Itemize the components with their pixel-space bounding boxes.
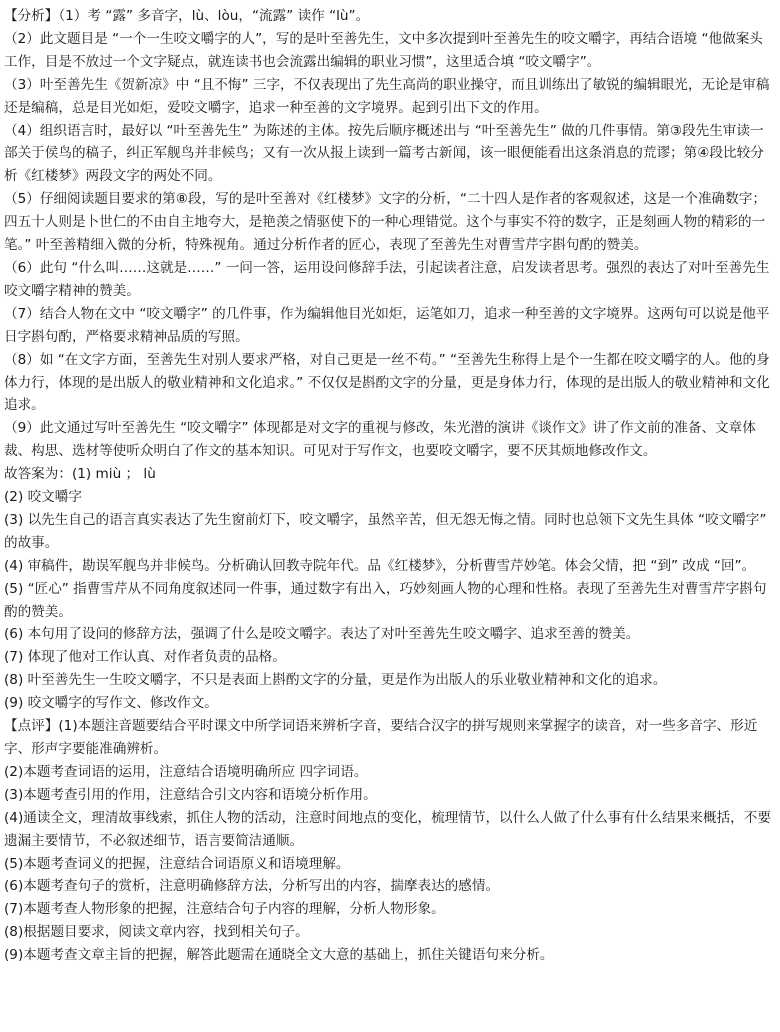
comment-item-5: (5)本题考查词义的把握，注意结合词语原义和语境理解。 bbox=[4, 855, 350, 872]
analysis-item-5: （5）仔细阅读题目要求的第⑧段，写的是叶至善对《红楼梦》文字的分析，“二十四人是作者的客观叙述，这是一个准确数字；四五十人则是卜世仁的不由自主地夸大，是艳羡之情驱使下的一种心理错觉。这个与事实不符的数字，正是刻画人物的精彩的一笔。” 叶至善精细入微的分析，特殊视角。通过分析作者的匠心，表现了至善先生对曹雪芹字斟句酌的赞美。 bbox=[4, 191, 766, 254]
analysis-item-3: （3）叶至善先生《贺新凉》中 “且不悔” 三字，不仅表现出了先生高尚的职业操守，而且训练出了敏锐的编辑眼光，无论是审稿还是编稿，总是目光如炬，爱咬文嚼字，追求一种至善的文字境界。起到引出下文的作用。 bbox=[4, 76, 770, 116]
answer-item-4: (4) 审稿件，勘误军舰鸟并非候鸟。分析确认回教寺院年代。品《红楼梦》，分析曹雪芹妙笔。体会父情，把 “到” 改成 “回”。 bbox=[4, 557, 756, 574]
comment-item-4: (4)通读全文，理清故事线索，抓住人物的活动，注意时间地点的变化，梳理情节，以什么人做了什么事有什么结果来概括，不要遗漏主要情节，不必叙述细节，语言要简洁通顺。 bbox=[4, 809, 771, 849]
analysis-item-9: （9）此文通过写叶至善先生 “咬文嚼字” 体现都是对文字的重视与修改，朱光潜的演讲《谈作文》讲了作文前的准备、文章体裁、构思、选材等使听众明白了作文的基本知识。可见对于写作文，也要咬文嚼字，要不厌其烦地修改作文。 bbox=[4, 420, 756, 460]
analysis-item-2: （2）此文题目是 “一个一生咬文嚼字的人”，写的是叶至善先生，文中多次提到叶至善先生的咬文嚼字，再结合语境 “他做案头工作，目是不放过一个文字疑点，就连读书也会流露出编辑的职业习惯”，这里适合填 “咬文嚼字”。 bbox=[4, 30, 763, 70]
comment-item-8: (8)根据题目要求，阅读文章内容，找到相关句子。 bbox=[4, 924, 309, 941]
answer-item-6: (6) 本句用了设问的修辞方法，强调了什么是咬文嚼字。表达了对叶至善先生咬文嚼字、追求至善的赞美。 bbox=[4, 626, 640, 643]
answer-header: 故答案为：(1) miù ； lù bbox=[4, 466, 156, 483]
analysis-section bbox=[4, 5, 774, 463]
comment-item-9: (9)本题考查文章主旨的把握，解答此题需在通晓全文大意的基础上，抓住关键语句来分析。 bbox=[4, 947, 554, 964]
answer-item-3: (3) 以先生自己的语言真实表达了先生窗前灯下，咬文嚼字，虽然辛苦，但无怨无悔之情。同时也总领下文先生具体 “咬文嚼字” 的故事。 bbox=[4, 511, 771, 551]
analysis-item-6: （6）此句 “什么叫……这就是……” 一问一答，运用设问修辞手法，引起读者注意，启发读者思考。强烈的表达了对叶至善先生咬文嚼字精神的赞美。 bbox=[4, 259, 770, 299]
answer-item-2: (2) 咬文嚼字 bbox=[4, 489, 82, 506]
comment-item-7: (7)本题考查人物形象的把握，注意结合句子内容的理解，分析人物形象。 bbox=[4, 901, 445, 918]
analysis-item-8: （8）如 “在文字方面，至善先生对别人要求严格，对自己更是一丝不苟。” “至善先生称得上是个一生都在咬文嚼字的人。他的身体力行，体现的是出版人的敬业精神和文化追求。” 不仅仅是斟酌文字的分量，更是身体力行，体现的是出版人的敬业精神和文化追求。 bbox=[4, 351, 770, 414]
answer-item-5: (5) “匠心” 指曹雪芹从不同角度叙述同一件事，通过数字有出入，巧妙刻画人物的心理和性格。表现了至善先生对曹雪芹字斟句酌的赞美。 bbox=[4, 580, 767, 620]
analysis-item-7: （7）结合人物在文中 “咬文嚼字” 的几件事，作为编辑他目光如炬，运笔如刀，追求一种至善的文字境界。这两句可以说是他平日字斟句酌，严格要求精神品质的写照。 bbox=[4, 305, 770, 345]
comment-item-6: (6)本题考查句子的赏析，注意明确修辞方法，分析写出的内容，揣摩表达的感情。 bbox=[4, 878, 500, 895]
comment-item-3: (3)本题考查引用的作用，注意结合引文内容和语境分析作用。 bbox=[4, 786, 377, 803]
analysis-item-4: （4）组织语言时，最好以 “叶至善先生” 为陈述的主体。按先后顺序概述出与 “叶至善先生” 做的几件事情。第③段先生审读一部关于侯鸟的稿子，纠正军舰鸟并非候鸟；又有一次从报上读到一篇考古新闻，该一眼便能看出这条消息的荒谬；第④段比较分析《红楼梦》两段文字的两处不同。 bbox=[4, 122, 764, 185]
comment-item-1: 【点评】(1)本题注音题要结合平时课文中所学词语来辨析字音，要结合汉字的拼写规则来掌握字的读音，对一些多音字、形近字、形声字要能准确辨析。 bbox=[4, 718, 758, 757]
comments-section bbox=[4, 715, 774, 967]
answer-item-7: (7) 体现了他对工作认真、对作者负责的品格。 bbox=[4, 649, 286, 666]
comment-item-2: (2)本题考查词语的运用，注意结合语境明确所应 四字词语。 bbox=[4, 763, 368, 780]
analysis-item-1: 【分析】（1）考 “露” 多音字，lù、lòu，“流露” 读作 “lù”。 bbox=[4, 8, 370, 24]
answer-item-9: (9) 咬文嚼字的写作文、修改作文。 bbox=[4, 695, 218, 712]
answers-section bbox=[4, 463, 774, 715]
answer-item-8: (8) 叶至善先生一生咬文嚼字，不只是表面上斟酌文字的分量，更是作为出版人的乐业敬业精神和文化的追求。 bbox=[4, 672, 667, 689]
